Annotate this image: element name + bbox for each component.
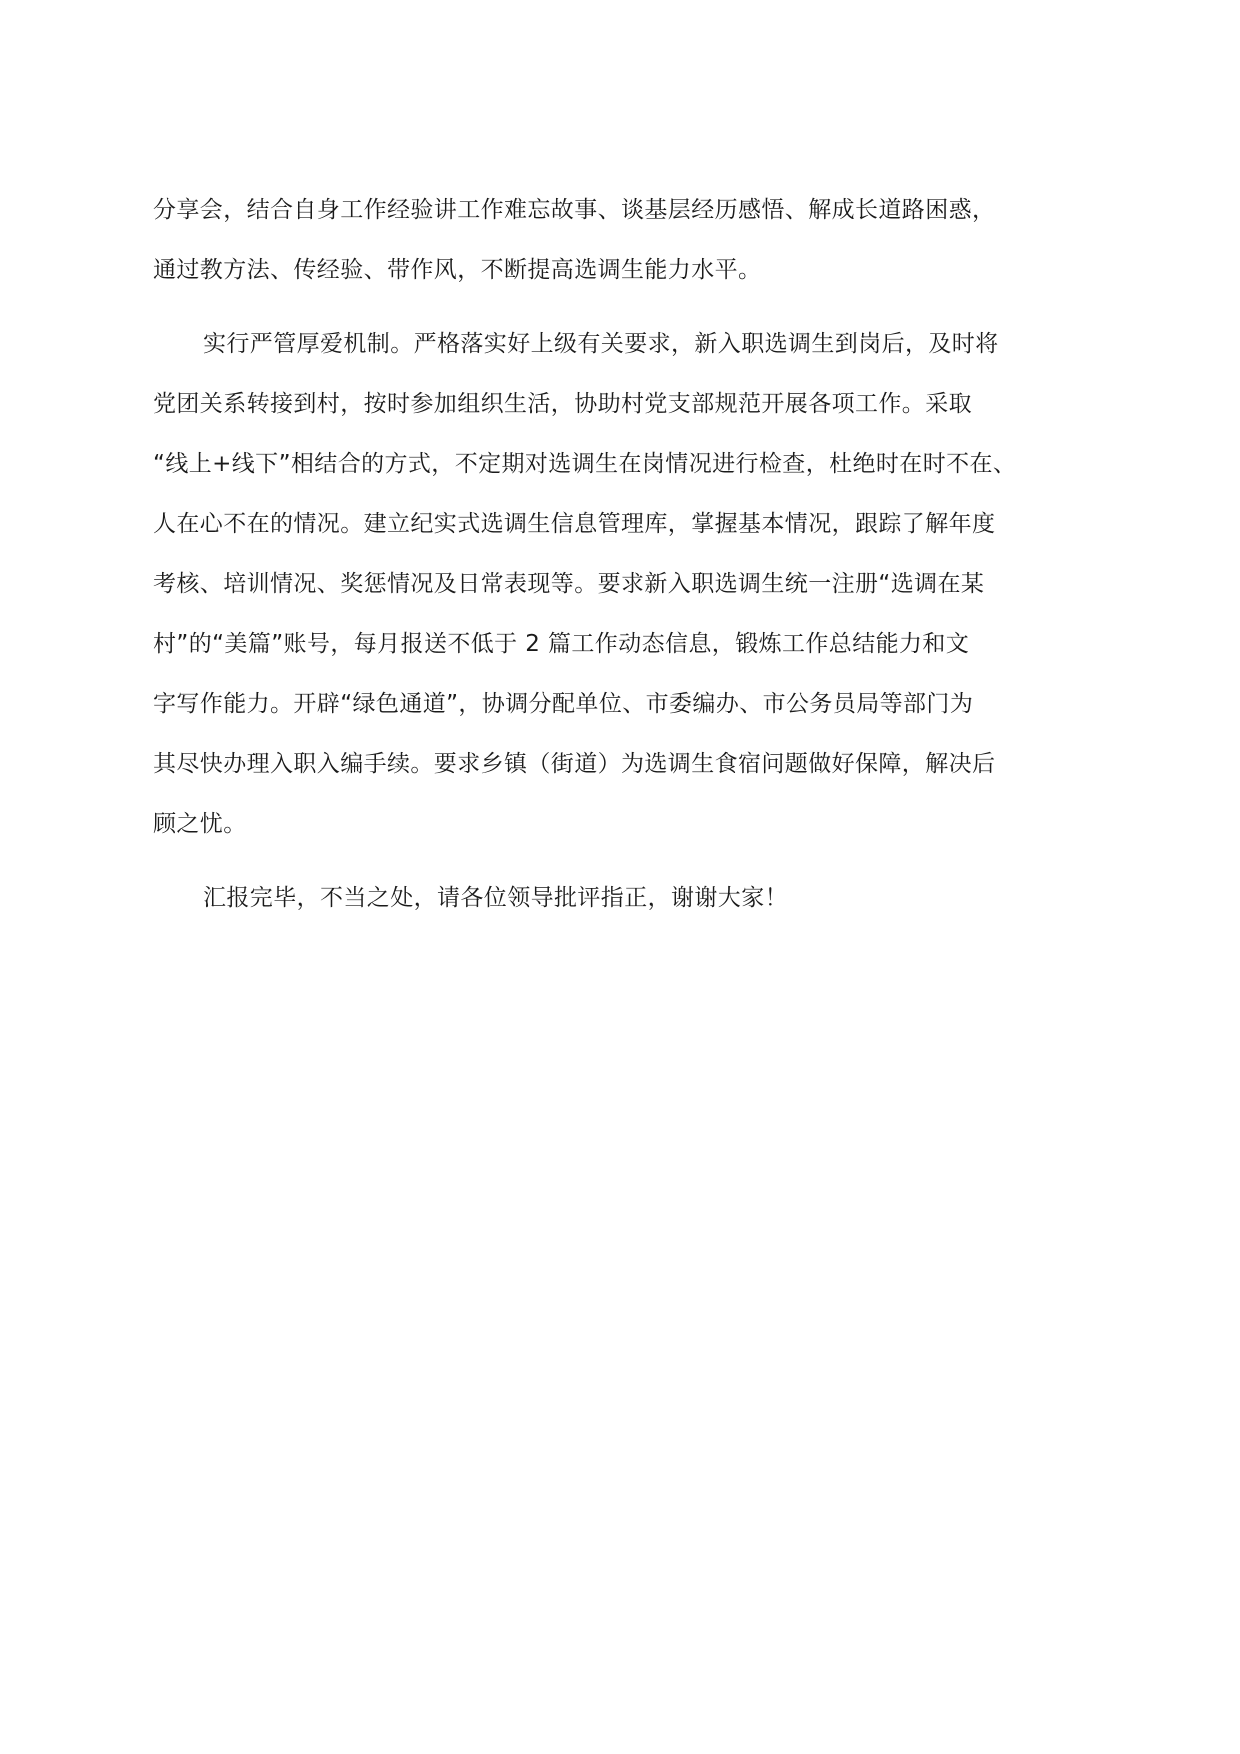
text-line: 实行严管厚爱机制。严格落实好上级有关要求，新入职选调生到岗后，及时将: [203, 331, 999, 357]
text-line: 分享会，结合自身工作经验讲工作难忘故事、谈基层经历感悟、解成长道路困惑，: [153, 197, 996, 223]
paragraph-closing: [153, 868, 1093, 928]
document-body: [153, 180, 1093, 928]
text-line: 人在心不在的情况。建立纪实式选调生信息管理库，掌握基本情况，跟踪了解年度: [153, 511, 996, 537]
paragraph-gap: [153, 300, 1093, 314]
text-line: “线上+线下”相结合的方式，不定期对选调生在岗情况进行检查，杜绝时在时不在、: [153, 451, 1017, 477]
text-line: 村”的“美篇”账号，每月报送不低于 2 篇工作动态信息，锻炼工作总结能力和文: [153, 631, 970, 657]
text-line: 考核、培训情况、奖惩情况及日常表现等。要求新入职选调生统一注册“选调在某: [153, 571, 985, 597]
text-line: 汇报完毕，不当之处，请各位领导批评指正，谢谢大家！: [203, 885, 788, 911]
text-line: 党团关系转接到村，按时参加组织生活，协助村党支部规范开展各项工作。采取: [153, 391, 972, 417]
paragraph-gap: [153, 854, 1093, 868]
text-line: 字写作能力。开辟“绿色通道”，协调分配单位、市委编办、市公务员局等部门为: [153, 691, 974, 717]
paragraph-management-mechanism: [153, 314, 1093, 854]
text-line: 其尽快办理入职入编手续。要求乡镇（街道）为选调生食宿问题做好保障，解决后: [153, 751, 996, 777]
text-line: 顾之忧。: [153, 811, 247, 837]
paragraph-training-continued: [153, 180, 1093, 300]
text-line: 通过教方法、传经验、带作风，不断提高选调生能力水平。: [153, 257, 762, 283]
